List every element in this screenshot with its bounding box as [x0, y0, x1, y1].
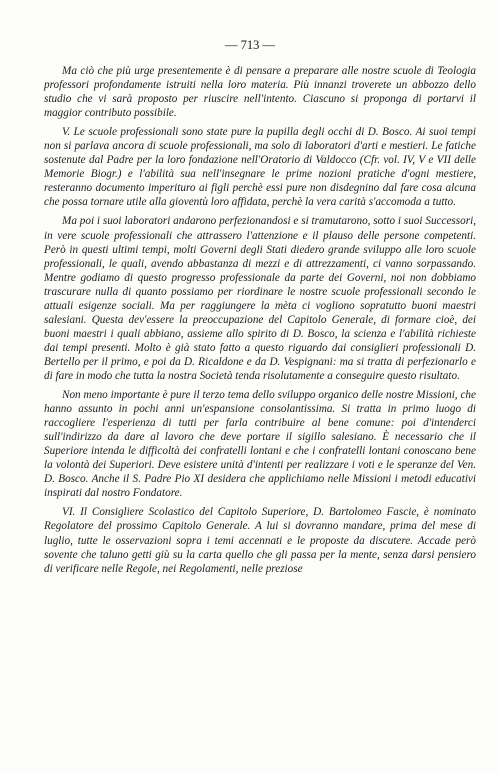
paragraph-teologia: Ma ciò che più urge presentemente è di pensare a preparare alle nostre scuole di Teologia professori profondamente istruiti nella loro materia. Più innanzi troverete un abbozzo dello studio che vi sarà proposto per riuscire nell'intento. Ciascuno si proponga di portarvi il maggior contributo possibile. — [44, 65, 476, 120]
page-number: — 713 — — [225, 38, 275, 52]
paragraph-regolatore: VI. Il Consigliere Scolastico del Capitolo Superiore, D. Bartolomeo Fascie, è nominato Regolatore del prossimo Capitolo Generale. A lui si dovranno mandare, prima del mese di luglio, tutte le osservazioni sopra i temi accennati e le proposte da discutere. Accade però sovente che taluno getti giù su la carta quello che gli passa per la mente, senza darsi pensiero di verificare nelle Regole, nei Regolamenti, nelle preziose — [44, 506, 476, 575]
paragraph-laboratori: Ma poi i suoi laboratori andarono perfezionandosi e si tramutarono, sotto i suoi Successori, in vere scuole professionali che attrassero l'attenzione e il plauso delle persone competenti. Però in questi ultimi tempi, molti Governi degli Stati diedero grande sviluppo alle loro scuole professionali, le quali, avendo abbastanza di mezzi e di attrezzamenti, ci vanno sorpassando. Mentre godiamo di questo progresso professionale da parte dei Governi, noi non dobbiamo trascurare nulla di quanto possiamo per riordinare le nostre scuole professionali secondo le attuali esigenze sociali. Ma per raggiungere la mèta ci vogliono sopratutto buoni maestri salesiani. Questa dev'essere la preoccupazione del Capitolo Generale, di formare cioè, dei buoni maestri i quali abbiano, assieme allo spirito di D. Bosco, la scienza e l'abilità richieste dai tempi presenti. Molto è già stato fatto a questo riguardo dai consiglieri professionali D. Bertello per il primo, e poi da D. Ricaldone e da D. Vespignani: ma si tratta di perfezionarlo e di fare in modo che tutta la nostra Società tenda risolutamente a conseguire questo risultato. — [44, 215, 476, 382]
paragraph-missioni: Non meno importante è pure il terzo tema dello sviluppo organico delle nostre Missioni, che hanno assunto in pochi anni un'espansione consolantissima. Si tratta in primo luogo di raccogliere l'esperienza di tutti per farla contribuire al bene comune: poi d'intenderci sull'indirizzo da dare al lavoro che deve portare il sigillo salesiano. È necessario che il Superiore intenda le difficoltà dei confratelli lontani e che i confratelli lontani conoscano bene la volontà dei Superiori. Deve esistere unità d'intenti per realizzare i voti e le speranze del Ven. D. Bosco. Anche il S. Padre Pio XI desidera che applichiamo nelle Missioni i metodi educativi inspirati dal nostro Fondatore. — [44, 389, 476, 500]
paragraph-scuole-professionali: V. Le scuole professionali sono state pure la pupilla degli occhi di D. Bosco. Ai suoi tempi non si parlava ancora di scuole professionali, ma solo di laboratori d'arti e mestieri. Le fatiche sostenute dal Padre per la loro fondazione nell'Oratorio di Valdocco (Cfr. vol. IV, V e VII delle Memorie Biogr.) e l'abilità sua nell'insegnare le prime nozioni pratiche d'ogni mestiere, resteranno documento imperituro ai figli perchè essi pure non disdegnino dal fare cosa alcuna che possa tornare utile alla gioventù loro affidata, perchè la vera carità s'accomoda a tutto. — [44, 126, 476, 209]
page-body — [44, 64, 476, 576]
